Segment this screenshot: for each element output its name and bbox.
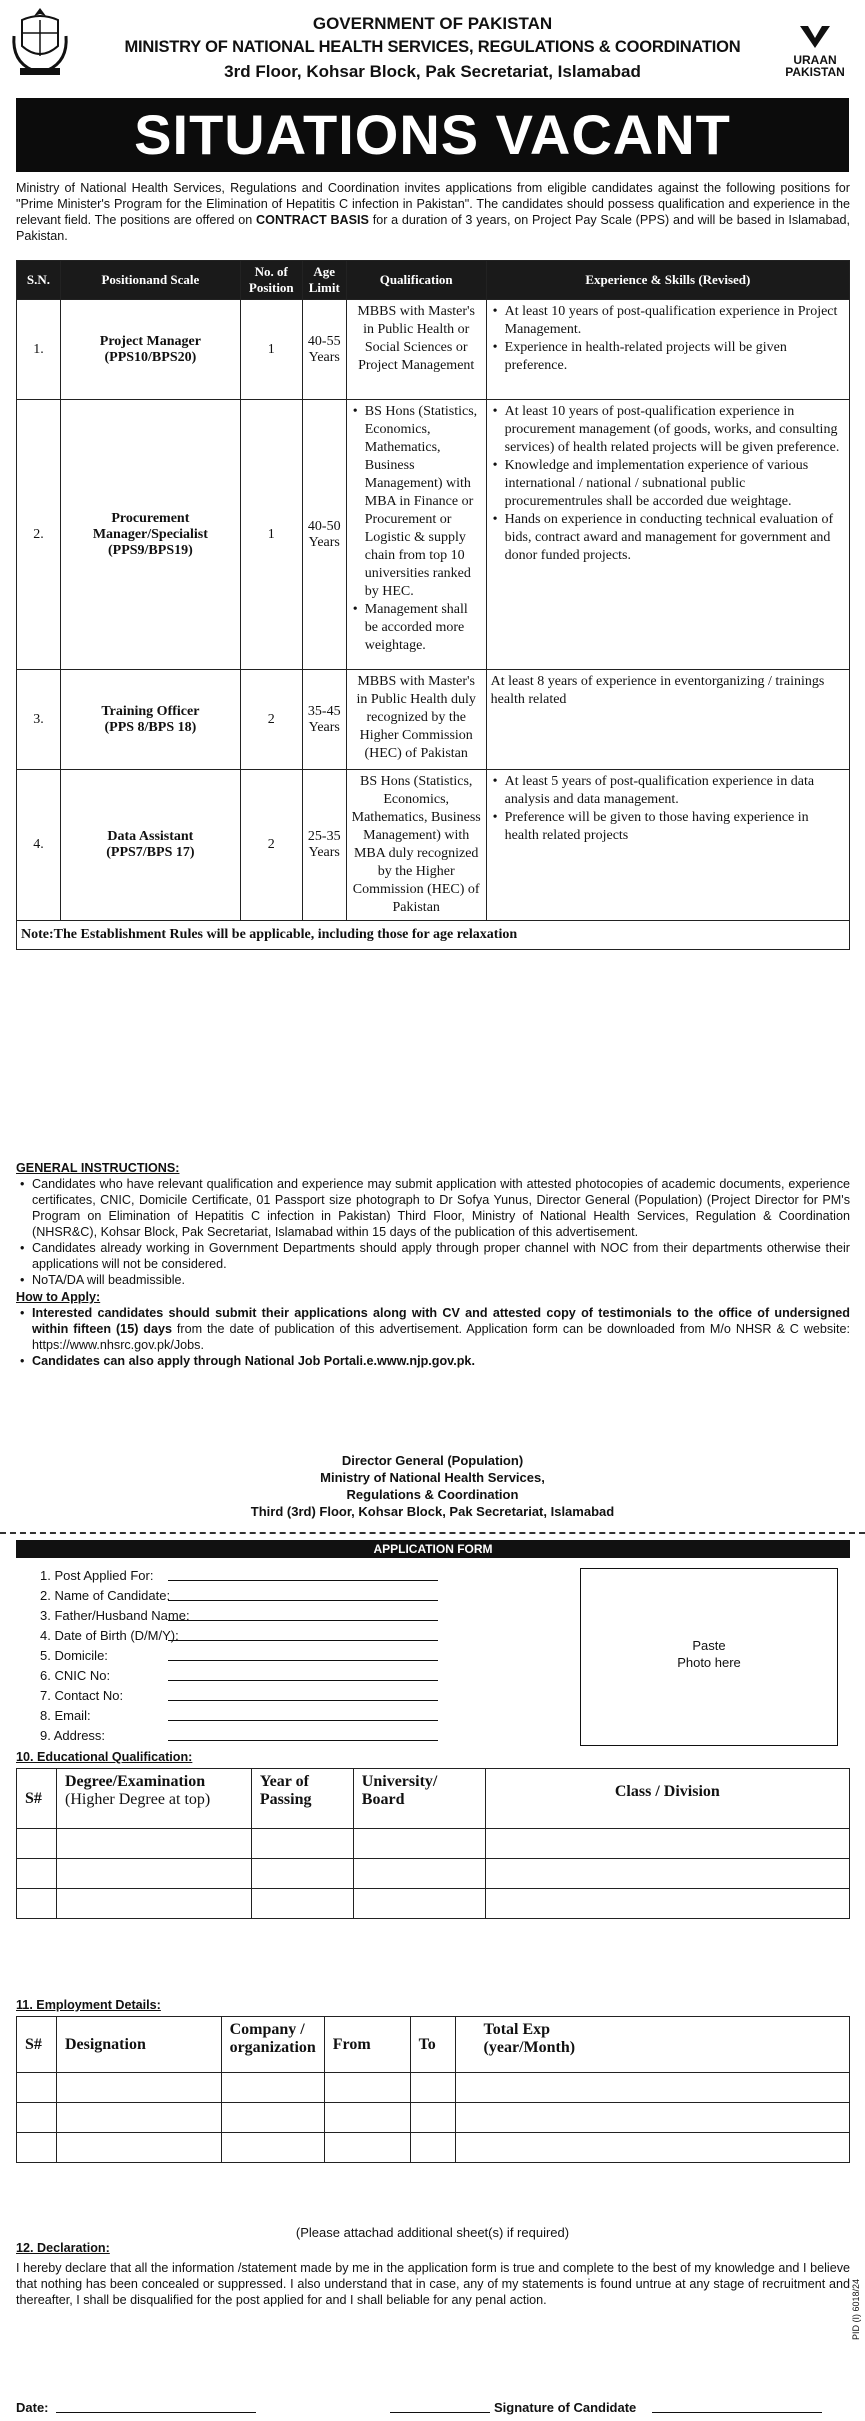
field-name-label: 2. Name of Candidate:: [40, 1588, 171, 1603]
row-experience: [486, 670, 849, 770]
edu-board-sub: Board: [361, 1791, 405, 1808]
row-count: 1: [240, 300, 302, 400]
intro-paragraph: [16, 180, 850, 244]
pid-code: PID (I) 6018/24: [851, 2278, 861, 2340]
position-title: Data Assistant: [107, 829, 194, 844]
col-experience: Experience & Skills (Revised): [486, 261, 849, 300]
position-scale: (PPS7/BPS 17): [106, 845, 195, 860]
signoff-line-2: Ministry of National Health Services,: [320, 1470, 545, 1485]
signature-line-right[interactable]: [652, 2412, 822, 2413]
situations-vacant-banner: SITUATIONS VACANT: [16, 98, 849, 172]
row-qualification: [346, 300, 486, 400]
field-father-label: 3. Father/Husband Name:: [40, 1608, 190, 1623]
intro-contract-basis: CONTRACT BASIS: [256, 213, 369, 227]
how-to-apply-bold: Interested candidates should submit their applications along with CV and attested copy of testimonials to the office of undersigned within fifteen (15) days: [32, 1306, 850, 1336]
experience-text: At least 8 years of experience in eventorganizing / trainings health related: [490, 674, 825, 707]
header-line-2: MINISTRY OF NATIONAL HEALTH SERVICES, REGULATIONS & COORDINATION: [124, 38, 741, 56]
field-father-input[interactable]: [168, 1620, 438, 1621]
header-line-1: GOVERNMENT OF PAKISTAN: [312, 14, 553, 33]
col-age: Age Limit: [302, 261, 346, 300]
employment-heading: 11. Employment Details:: [16, 1998, 161, 2012]
field-dob-input[interactable]: [168, 1640, 438, 1641]
age-range: 40-55: [307, 333, 341, 349]
emp-col-from: From: [324, 2017, 410, 2073]
qualification-item: • Management shall be accorded more weightage.: [351, 601, 482, 655]
experience-item: • Hands on experience in conducting technical evaluation of bids, contract award and management for government and donor funded projects.: [491, 511, 845, 565]
row-experience: [486, 300, 849, 400]
experience-item: • Experience in health-related projects will be given preference.: [491, 339, 845, 375]
qualification-text: MBBS with Master's in Public Health duly recognized by the Higher Commission (HEC) of Pakistan: [356, 674, 476, 761]
experience-item: • At least 5 years of post-qualification experience in data analysis and data management.: [491, 773, 845, 809]
row-count: 1: [240, 400, 302, 670]
emp-company-sub: organization: [229, 2039, 316, 2056]
intro-text-2: for a duration of 3 years, on Project Pay Scale (PPS) and will be based in Islamabad, Pakistan.: [16, 213, 850, 243]
photo-label-2: Photo here: [677, 1655, 741, 1670]
row-age: [302, 300, 346, 400]
row-position: [60, 770, 240, 921]
table-row: [17, 1829, 850, 1859]
emp-col-designation: Designation: [56, 2017, 221, 2073]
col-position: Positionand Scale: [60, 261, 240, 300]
position-scale: (PPS 8/BPS 18): [104, 719, 197, 735]
table-row: [17, 2073, 850, 2103]
photo-label-1: Paste: [692, 1638, 726, 1653]
position-title: Project Manager: [99, 333, 201, 349]
field-domicile-label: 5. Domicile:: [40, 1648, 108, 1663]
row-sn: 3.: [17, 670, 61, 770]
signoff-line-4: Third (3rd) Floor, Kohsar Block, Pak Secretariat, Islamabad: [250, 1504, 615, 1519]
age-range: 40-50: [307, 518, 341, 534]
table-row: [17, 770, 850, 921]
table-row: [17, 2133, 850, 2163]
how-to-apply-item: [16, 1353, 850, 1369]
position-title: Training Officer: [101, 703, 200, 719]
edu-year-sub: Passing: [259, 1791, 312, 1808]
declaration-heading: 12. Declaration:: [16, 2241, 110, 2255]
row-position: [60, 670, 240, 770]
application-form-title: APPLICATION FORM: [16, 1540, 850, 1558]
age-range: 35-45: [307, 703, 341, 719]
row-sn: 1.: [17, 300, 61, 400]
note-row: [17, 921, 850, 950]
general-instructions: [16, 1160, 850, 1369]
intro-text-1: Ministry of National Health Services, Regulations and Coordination invites applications from eligible candidates against the following positions for "Prime Minister's Program for the Elimination of Hepatitis C infection in Pakistan". The candidates should possess qualification and experience in the relevant field. The positions are offered on: [16, 181, 850, 227]
qualification-text: BS Hons (Statistics, Economics, Mathematics, Business Management) with MBA duly recognized by the Higher Commission (HEC) of Pakistan: [351, 774, 481, 915]
establishment-note: Note:The Establishment Rules will be applicable, including those for age relaxation: [17, 921, 850, 950]
table-row: [17, 300, 850, 400]
field-email-label: 8. Email:: [40, 1708, 91, 1723]
table-row: [17, 1889, 850, 1919]
experience-item: • At least 10 years of post-qualification experience in procurement management (of goods, works, and consulting services) of health related projects will be given preference.: [491, 403, 845, 457]
edu-col-degree: [56, 1769, 251, 1829]
photo-box[interactable]: [580, 1568, 838, 1746]
field-email-input[interactable]: [168, 1720, 438, 1721]
employment-table: [16, 2016, 850, 2163]
uraan-pakistan-logo: [770, 18, 860, 88]
age-unit: Years: [308, 845, 340, 860]
edu-col-sn: S#: [17, 1769, 57, 1829]
edu-col-year: [251, 1769, 353, 1829]
cut-line: [0, 1532, 865, 1534]
col-qualification: Qualification: [346, 261, 486, 300]
header-line-3: 3rd Floor, Kohsar Block, Pak Secretariat, Islamabad: [224, 62, 641, 81]
employment-header-row: [17, 2017, 850, 2073]
experience-item: • At least 10 years of post-qualification experience in Project Management.: [491, 303, 845, 339]
field-contact-label: 7. Contact No:: [40, 1688, 124, 1703]
field-domicile-input[interactable]: [168, 1660, 438, 1661]
row-experience: [486, 770, 849, 921]
how-to-apply-item: [16, 1305, 850, 1353]
date-label: Date:: [16, 2400, 49, 2415]
row-age: [302, 770, 346, 921]
education-header-row: [17, 1769, 850, 1829]
vacancy-table: [16, 260, 850, 950]
field-name-input[interactable]: [168, 1600, 438, 1601]
emp-total-label: Total Exp: [483, 2021, 551, 2038]
date-input[interactable]: [56, 2412, 256, 2413]
age-unit: Years: [308, 719, 340, 735]
emp-col-sn: S#: [17, 2017, 57, 2073]
table-row: [17, 400, 850, 670]
how-to-apply-rest: from the date of publication of this advertisement. Application form can be downloaded from M/o NHSR & C website: https://www.nhsrc.gov.pk/Jobs.: [32, 1322, 850, 1352]
field-address-input[interactable]: [168, 1740, 438, 1741]
education-table: [16, 1768, 850, 1919]
emp-company-label: Company /: [229, 2021, 305, 2038]
qualification-text: MBBS with Master's in Public Health or Social Sciences or Project Management: [357, 304, 476, 373]
edu-degree-sub: (Higher Degree at top): [64, 1791, 211, 1808]
edu-degree-label: Degree/Examination: [64, 1773, 206, 1790]
edu-col-class: Class / Division: [485, 1769, 849, 1829]
field-post-label: 1. Post Applied For:: [40, 1568, 154, 1583]
row-age: [302, 670, 346, 770]
row-qualification: [346, 670, 486, 770]
experience-item: • Preference will be given to those having experience in health related projects: [491, 809, 845, 845]
attach-note: (Please attachad additional sheet(s) if required): [295, 2225, 570, 2240]
njp-portal-text: Candidates can also apply through National Job Portali.e.www.njp.gov.pk.: [32, 1354, 475, 1368]
signature-label: Signature of Candidate: [494, 2400, 637, 2415]
field-contact-input[interactable]: [168, 1700, 438, 1701]
edu-year-label: Year of: [259, 1773, 309, 1790]
row-experience: [486, 400, 849, 670]
table-row: [17, 670, 850, 770]
emp-col-company: [221, 2017, 324, 2073]
instruction-item: • Candidates who have relevant qualification and experience may submit application with attested photocopies of academic documents, experience certificates, CNIC, Domicile Certificate, 01 Passport size photograph to Dr Sofya Yunus, Director General (Population) (Project Director for PM's Program on Elimination of Hepatitis C infection in Pakistan) Third Floor, Ministry of National Health Services, Regulation & Coordination (NHSR&C), Kohsar Block, Pak Secretariat, Islamabad within 15 days of the publication of this advertisement.: [16, 1176, 850, 1240]
table-row: [17, 2103, 850, 2133]
experience-item: • Knowledge and implementation experience of various international / national / subnational public procurementrules shall be accorded due weightage.: [491, 457, 845, 511]
row-position: [60, 300, 240, 400]
field-cnic-input[interactable]: [168, 1680, 438, 1681]
emp-col-to: To: [410, 2017, 455, 2073]
edu-col-board: [353, 1769, 485, 1829]
how-to-apply-heading: How to Apply:: [16, 1290, 101, 1304]
field-address-label: 9. Address:: [40, 1728, 106, 1743]
age-unit: Years: [308, 349, 340, 365]
page-header: [0, 0, 865, 100]
table-row: [17, 1859, 850, 1889]
svg-text:PAKISTAN: PAKISTAN: [785, 65, 845, 79]
field-cnic-label: 6. CNIC No:: [40, 1668, 111, 1683]
edu-board-label: University/: [361, 1773, 438, 1790]
row-sn: 4.: [17, 770, 61, 921]
row-sn: 2.: [17, 400, 61, 670]
field-post-input[interactable]: [168, 1580, 438, 1581]
emp-total-sub: (year/Month): [483, 2039, 576, 2056]
instruction-item: • Candidates already working in Government Departments should apply through proper channel with NOC from their departments otherwise their applications will not be considered.: [16, 1240, 850, 1272]
svg-text:URAAN: URAAN: [793, 53, 837, 67]
signoff-line-3: Regulations & Coordination: [346, 1487, 519, 1502]
row-count: 2: [240, 770, 302, 921]
row-qualification: [346, 400, 486, 670]
signoff-line-1: Director General (Population): [341, 1453, 524, 1468]
row-qualification: [346, 770, 486, 921]
position-scale: (PPS10/BPS20): [104, 349, 197, 365]
educational-heading: 10. Educational Qualification:: [16, 1750, 193, 1764]
vacancy-table-header: [17, 261, 850, 300]
position-scale: (PPS9/BPS19): [107, 542, 193, 558]
emp-col-total: [455, 2017, 849, 2073]
field-dob-label: 4. Date of Birth (D/M/Y):: [40, 1628, 179, 1643]
position-title: Procurement Manager/Specialist: [92, 510, 208, 542]
signature-line-left[interactable]: [390, 2412, 490, 2413]
row-count: 2: [240, 670, 302, 770]
general-instructions-heading: GENERAL INSTRUCTIONS:: [16, 1161, 180, 1175]
col-sn: S.N.: [17, 261, 61, 300]
col-count: No. of Position: [240, 261, 302, 300]
row-age: [302, 400, 346, 670]
instruction-item: • NoTA/DA will beadmissible.: [16, 1272, 850, 1288]
age-range: 25-35: [307, 829, 341, 844]
row-position: [60, 400, 240, 670]
qualification-item: • BS Hons (Statistics, Economics, Mathematics, Business Management) with MBA in Finance or Procurement or Logistic & supply chain from top 10 universities ranked by HEC.: [351, 403, 482, 601]
signoff-block: [0, 1452, 865, 1520]
declaration-text: I hereby declare that all the information /statement made by me in the application form is true and complete to the best of my knowledge and I believe that nothing has been concealed or suppressed. I also understand that in case, any of my statements is found untrue at any stage of recruitment and thereafter, I shall be disqualified for the post applied for and I shall beliable for any penal action.: [16, 2261, 850, 2307]
age-unit: Years: [308, 534, 340, 550]
